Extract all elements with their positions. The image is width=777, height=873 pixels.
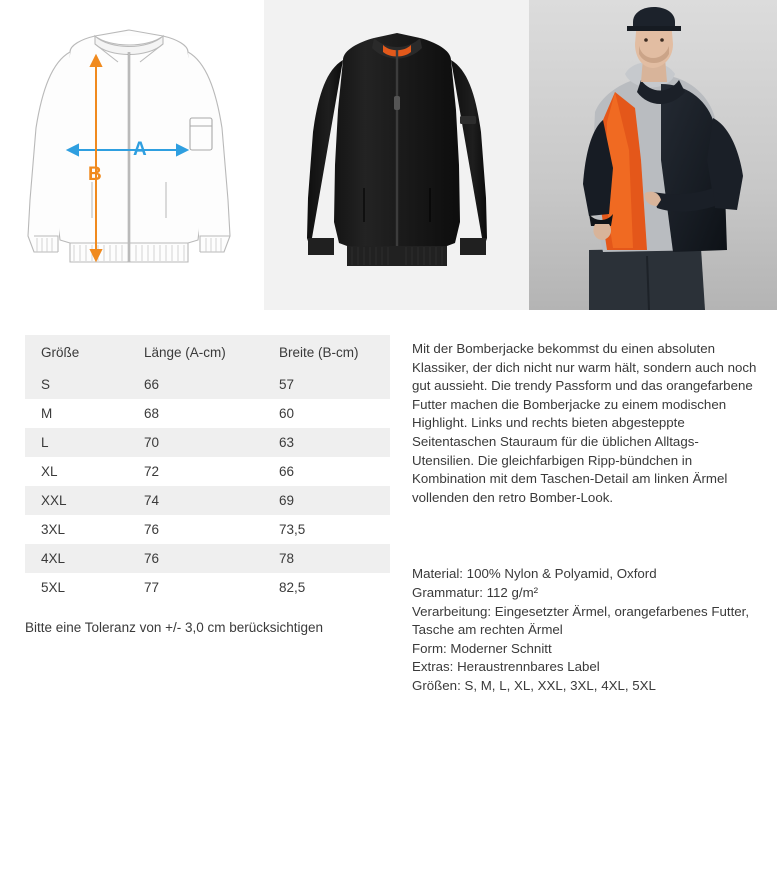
cell-width: 73,5 — [279, 522, 306, 537]
cell-length: 74 — [144, 493, 160, 508]
cell-size: M — [41, 406, 53, 421]
table-row — [25, 428, 390, 457]
product-specs-list — [412, 565, 759, 695]
table-row — [25, 486, 390, 515]
cell-length: 70 — [144, 435, 160, 450]
product-description: Mit der Bomberjacke bekommst du einen absoluten Klassiker, der dich nicht nur warm hält, sondern auch noch gut aussieht. Die trendy Passform und das orangefarbene Futter machen die Bomberjacke zu einem modischen Highlight. Links und rechts bieten abgesteppte Seitentaschen Stauraum für die üblichen Alltags-Utensilien. Die gleichfarbigen Ripp-bündchen in Kombination mit dem Taschen-Detail am linken Ärmel vollenden den retro Bomber-Look. — [412, 341, 757, 505]
size-table-column — [0, 310, 400, 696]
spec-material: Material: 100% Nylon & Polyamid, Oxford — [412, 566, 657, 582]
table-row — [25, 515, 390, 544]
table-row — [25, 370, 390, 399]
cell-size: XL — [41, 464, 58, 479]
spec-groessen: Größen: S, M, L, XL, XXL, 3XL, 4XL, 5XL — [412, 677, 656, 693]
cell-length: 68 — [144, 406, 160, 421]
description-column — [400, 310, 777, 696]
cell-length: 76 — [144, 551, 160, 566]
tolerance-note: Bitte eine Toleranz von +/- 3,0 cm berücksichtigen — [25, 620, 324, 635]
spec-form: Form: Moderner Schnitt — [412, 640, 552, 656]
column-header-length: Länge (A-cm) — [128, 335, 263, 370]
table-row — [25, 399, 390, 428]
cell-width: 69 — [279, 493, 295, 508]
technical-drawing-image — [0, 0, 264, 310]
spec-grammatur: Grammatur: 112 g/m² — [412, 584, 539, 600]
cell-width: 57 — [279, 377, 295, 392]
column-header-size: Größe — [25, 335, 128, 370]
cell-length: 77 — [144, 580, 160, 595]
spec-verarbeitung: Verarbeitung: Eingesetzter Ärmel, orangefarbenes Futter, Tasche am rechten Ärmel — [412, 603, 750, 638]
cell-width: 60 — [279, 406, 295, 421]
cell-width: 82,5 — [279, 580, 306, 595]
table-row — [25, 457, 390, 486]
cell-length: 66 — [144, 377, 160, 392]
size-table — [25, 335, 390, 602]
cell-size: 3XL — [41, 522, 66, 537]
cell-size: S — [41, 377, 51, 392]
column-header-width: Breite (B-cm) — [263, 335, 390, 370]
cell-length: 72 — [144, 464, 160, 479]
cell-size: 5XL — [41, 580, 66, 595]
spec-extras: Extras: Heraustrennbares Label — [412, 659, 600, 675]
cell-size: 4XL — [41, 551, 66, 566]
measure-label-a: A — [133, 139, 147, 160]
cell-width: 66 — [279, 464, 295, 479]
cell-width: 78 — [279, 551, 295, 566]
model-photo-svg — [529, 0, 777, 310]
measure-label-b: B — [88, 164, 102, 185]
model-photo-image — [529, 0, 777, 310]
cell-size: L — [41, 435, 49, 450]
product-photo-image — [264, 0, 529, 310]
cell-width: 63 — [279, 435, 295, 450]
cell-length: 76 — [144, 522, 160, 537]
size-table-header-row — [25, 335, 390, 370]
technical-drawing-svg — [0, 0, 264, 310]
table-row — [25, 573, 390, 602]
table-row — [25, 544, 390, 573]
content-area — [0, 310, 777, 696]
product-image-strip — [0, 0, 777, 310]
product-photo-svg — [264, 0, 529, 310]
cell-size: XXL — [41, 493, 67, 508]
